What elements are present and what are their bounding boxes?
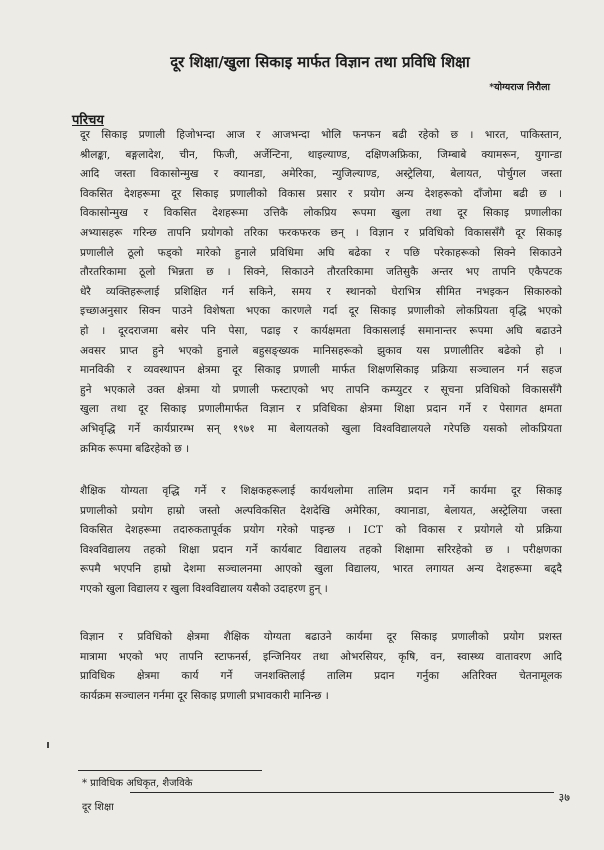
- text-line: विकसित देशहरूमा तदारुकतापूर्वक प्रयोग गरेको पाइन्छ । ICT को विकास र प्रयोगले यो प्रक्रिया: [80, 524, 562, 537]
- text-line: आदि जस्ता विकासोन्मुख र क्यानडा, अमेरिका, न्युजिल्याण्ड, अस्ट्रेलिया, बेलायत, पोर्चुगल जस्ता: [80, 168, 562, 181]
- text-line: विश्वविद्यालय तहको शिक्षा प्रदान गर्ने कार्यबाट विद्यालय तहको शिक्षामा सरिरहेको छ । परीक्षणका: [80, 543, 562, 556]
- text-line: अभिवृद्धि गर्ने कार्यप्रारम्भ सन् १९७१ मा बेलायतको खुला विश्वविद्यालयले गरेपछि यसको लोकप्रियता: [80, 422, 562, 435]
- page-number: ३७: [558, 791, 570, 804]
- footer-divider: [130, 792, 554, 793]
- text-line: अवसर प्राप्त हुने भएको हुनाले बहुसङ्ख्यक मानिसहरूको झुकाव यस प्रणालीतिर बढेको हो ।: [80, 344, 562, 357]
- text-line: खुला तथा दूर सिकाइ प्रणालीमार्फत विज्ञान र प्रविधिका क्षेत्रमा शिक्षा प्रदान गर्ने र पेसागत क्षमता: [80, 403, 562, 416]
- text-line: इच्छाअनुसार सिक्न पाउने विशेषता भएका कारणले गर्दा दूर सिकाइ प्रणालीको लोकप्रियता वृद्धि भएको: [80, 305, 562, 318]
- margin-mark: [47, 742, 49, 748]
- text-line: धेरै व्यक्तिहरूलाई प्रशिक्षित गर्न सकिने, समय र स्थानको घेराभित्र सीमित नभइकन सिकारुको: [80, 285, 562, 298]
- text-line: प्रणालीले ठूलो फड्को मारेको हुनाले प्रविधिमा अघि बढेका र पछि परेकाहरूको सिक्ने सिकाउने: [80, 246, 562, 259]
- paragraph-1: [80, 126, 562, 459]
- footnote: * प्राविधिक अधिकृत, शैजविके: [82, 778, 193, 789]
- text-line: विकासोन्मुख र विकसित देशहरूमा उत्तिकै लोकप्रिय रूपमा खुला तथा दूर सिकाइ प्रणालीका: [80, 207, 562, 220]
- footnote-divider: [78, 770, 262, 771]
- text-line: क्रमिक रूपमा बढिरहेको छ ।: [80, 442, 190, 455]
- text-line: हो । दूरदराजमा बसेर पनि पेसा, पढाइ र कार्यक्षमता विकासलाई समानान्तर रूपमा अघि बढाउने: [80, 324, 562, 337]
- text-line: मात्रामा भएको भए तापनि स्टाफनर्स, इन्जिनियर तथा ओभरसियर, कृषि, वन, स्वास्थ्य वातावरण आदि: [80, 650, 562, 663]
- text-line: हुने भएकाले उक्त क्षेत्रमा यो प्रणाली फस्टाएको भए तापनि कम्प्युटर र सूचना प्रविधिको विकाससँगै: [80, 383, 562, 396]
- text-line: अभ्यासहरू गरिन्छ तापनि प्रयोगको तरिका फरकफरक छन् । विज्ञान र प्रविधिको विकाससँगै दूर सिकाइ: [80, 226, 562, 239]
- text-line: शैक्षिक योग्यता वृद्धि गर्ने र शिक्षकहरूलाई कार्यथलोमा तालिम प्रदान गर्ने कार्यमा दूर सिकाइ: [80, 485, 562, 497]
- paragraph-2: [80, 482, 562, 600]
- text-line: प्राविधिक क्षेत्रमा कार्य गर्ने जनशक्तिलाई तालिम प्रदान गर्नुका अतिरिक्त चेतनामूलक: [80, 670, 562, 683]
- section-heading: परिचय: [72, 113, 104, 128]
- article-title: दूर शिक्षा/खुला सिकाइ मार्फत विज्ञान तथा प्रविधि शिक्षा: [170, 53, 470, 71]
- author-name: *योग्यराज निरौला: [489, 82, 550, 93]
- text-line: गएको खुला विद्यालय र खुला विश्वविद्यालय यसैको उदाहरण हुन् ।: [80, 582, 328, 595]
- text-line: तौरतरिकामा ठूलो भिन्नता छ । सिक्ने, सिकाउने तौरतरिकामा जतिसुकै अन्तर भए तापनि एकैपटक: [80, 266, 562, 279]
- text-line: कार्यक्रम सञ्चालन गर्नमा दूर सिकाइ प्रणाली प्रभावकारी मानिन्छ ।: [80, 689, 329, 702]
- paragraph-3: [80, 628, 562, 706]
- text-line: विकसित देशहरूमा दूर सिकाइ प्रणालीको विकास प्रसार र प्रयोग अन्य देशहरूको दाँजोमा बढी छ ।: [80, 187, 562, 200]
- text-line: मानविकी र व्यवस्थापन क्षेत्रमा दूर सिकाइ प्रणाली मार्फत शिक्षणसिकाइ प्रक्रिया सञ्चालन गर्न सहज: [80, 364, 562, 377]
- text-line: रूपमै भएपनि हाम्रो देशमा सञ्चालनमा आएको खुला विद्यालय, भारत लगायत अन्य देशहरूमा बढ्दै: [80, 563, 562, 576]
- text-line: प्रणालीको प्रयोग हाम्रो जस्तो अल्पविकसित देशदेखि अमेरिका, क्यानाडा, बेलायत, अस्ट्रेलिया जस्ता: [80, 504, 562, 517]
- text-line: श्रीलङ्का, बङ्गलादेश, चीन, फिजी, अर्जेन्टिना, थाइल्याण्ड, दक्षिणअफ्रिका, जिम्बाबे क्यामरून, युगान्डा: [80, 148, 562, 161]
- text-line: विज्ञान र प्रविधिको क्षेत्रमा शैक्षिक योग्यता बढाउने कार्यमा दूर सिकाइ प्रणालीको प्रयोग प्रशस्त: [80, 631, 562, 643]
- text-line: दूर सिकाइ प्रणाली हिजोभन्दा आज र आजभन्दा भोलि फनफन बढी रहेको छ । भारत, पाकिस्तान,: [80, 129, 562, 141]
- footer-journal-name: दूर शिक्षा: [82, 802, 114, 813]
